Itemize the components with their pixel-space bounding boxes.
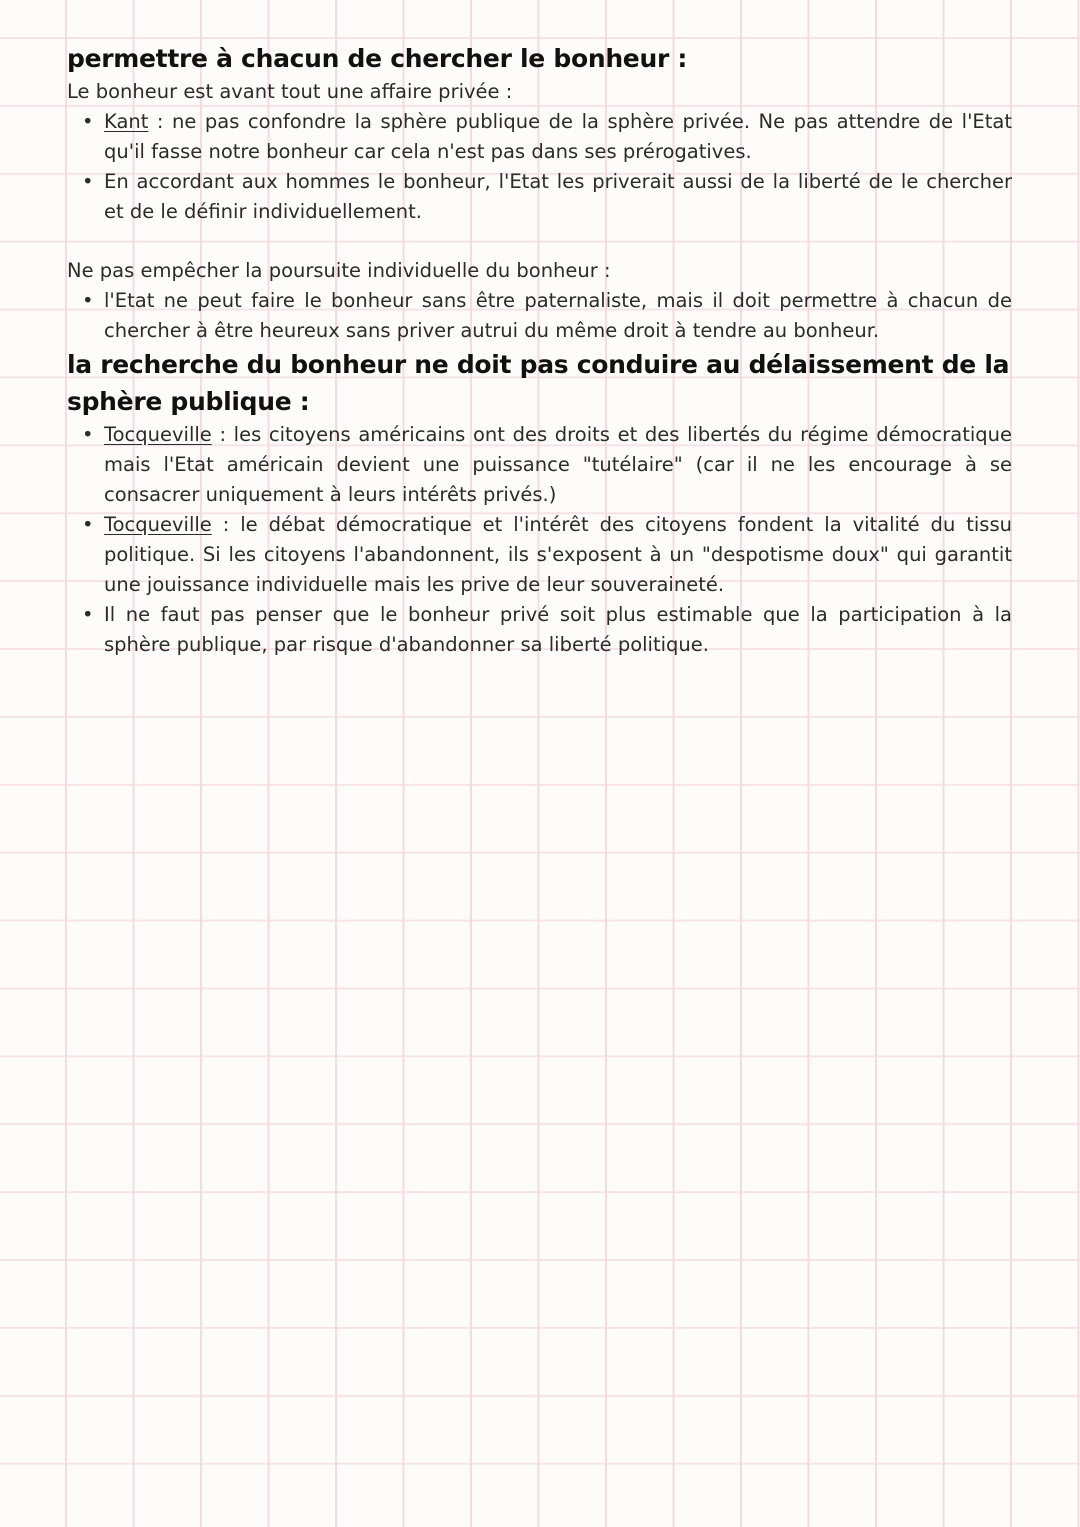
author-name: Kant xyxy=(104,110,149,133)
item-text: En accordant aux hommes le bonheur, l'Etat les priverait aussi de la liberté de le chercher et de le définir individuellement. xyxy=(104,170,1012,223)
author-name: Tocqueville xyxy=(104,513,212,536)
item-text: l'Etat ne peut faire le bonheur sans être paternaliste, mais il doit permettre à chacun de chercher à être heureux sans priver autrui du même droit à tendre au bonheur. xyxy=(104,289,1012,342)
bullet-list-1 xyxy=(67,107,1012,227)
list-item xyxy=(104,286,1012,346)
section-heading-1: permettre à chacun de chercher le bonheur : xyxy=(67,44,688,73)
list-item xyxy=(104,107,1012,167)
item-text: : le débat démocratique et l'intérêt des citoyens fondent la vitalité du tissu politique. Si les citoyens l'abandonnent, ils s'exposent à un "despotisme doux" qui garantit une jouissance individuelle mais les prive de leur souveraineté. xyxy=(104,513,1012,596)
section-lead-1: Le bonheur est avant tout une affaire privée : xyxy=(67,80,513,103)
list-item xyxy=(104,420,1012,510)
item-text: Il ne faut pas penser que le bonheur privé soit plus estimable que la participation à la sphère publique, par risque d'abandonner sa liberté politique. xyxy=(104,603,1012,656)
bullet-list-3 xyxy=(67,420,1012,660)
bullet-list-2 xyxy=(67,286,1012,346)
author-name: Tocqueville xyxy=(104,423,212,446)
list-item xyxy=(104,510,1012,600)
item-text: : ne pas confondre la sphère publique de la sphère privée. Ne pas attendre de l'Etat qu'il fasse notre bonheur car cela n'est pas dans ses prérogatives. xyxy=(104,110,1012,163)
notes-content xyxy=(67,40,1012,660)
list-item xyxy=(104,600,1012,660)
list-item xyxy=(104,167,1012,227)
section-heading-2: la recherche du bonheur ne doit pas conduire au délaissement de la sphère publique : xyxy=(67,350,1010,416)
item-text: : les citoyens américains ont des droits et des libertés du régime démocratique mais l'Etat américain devient une puissance "tutélaire" (car il ne les encourage à se consacrer uniquement à leurs intérêts privés.) xyxy=(104,423,1012,506)
section-lead-2: Ne pas empêcher la poursuite individuelle du bonheur : xyxy=(67,259,611,282)
